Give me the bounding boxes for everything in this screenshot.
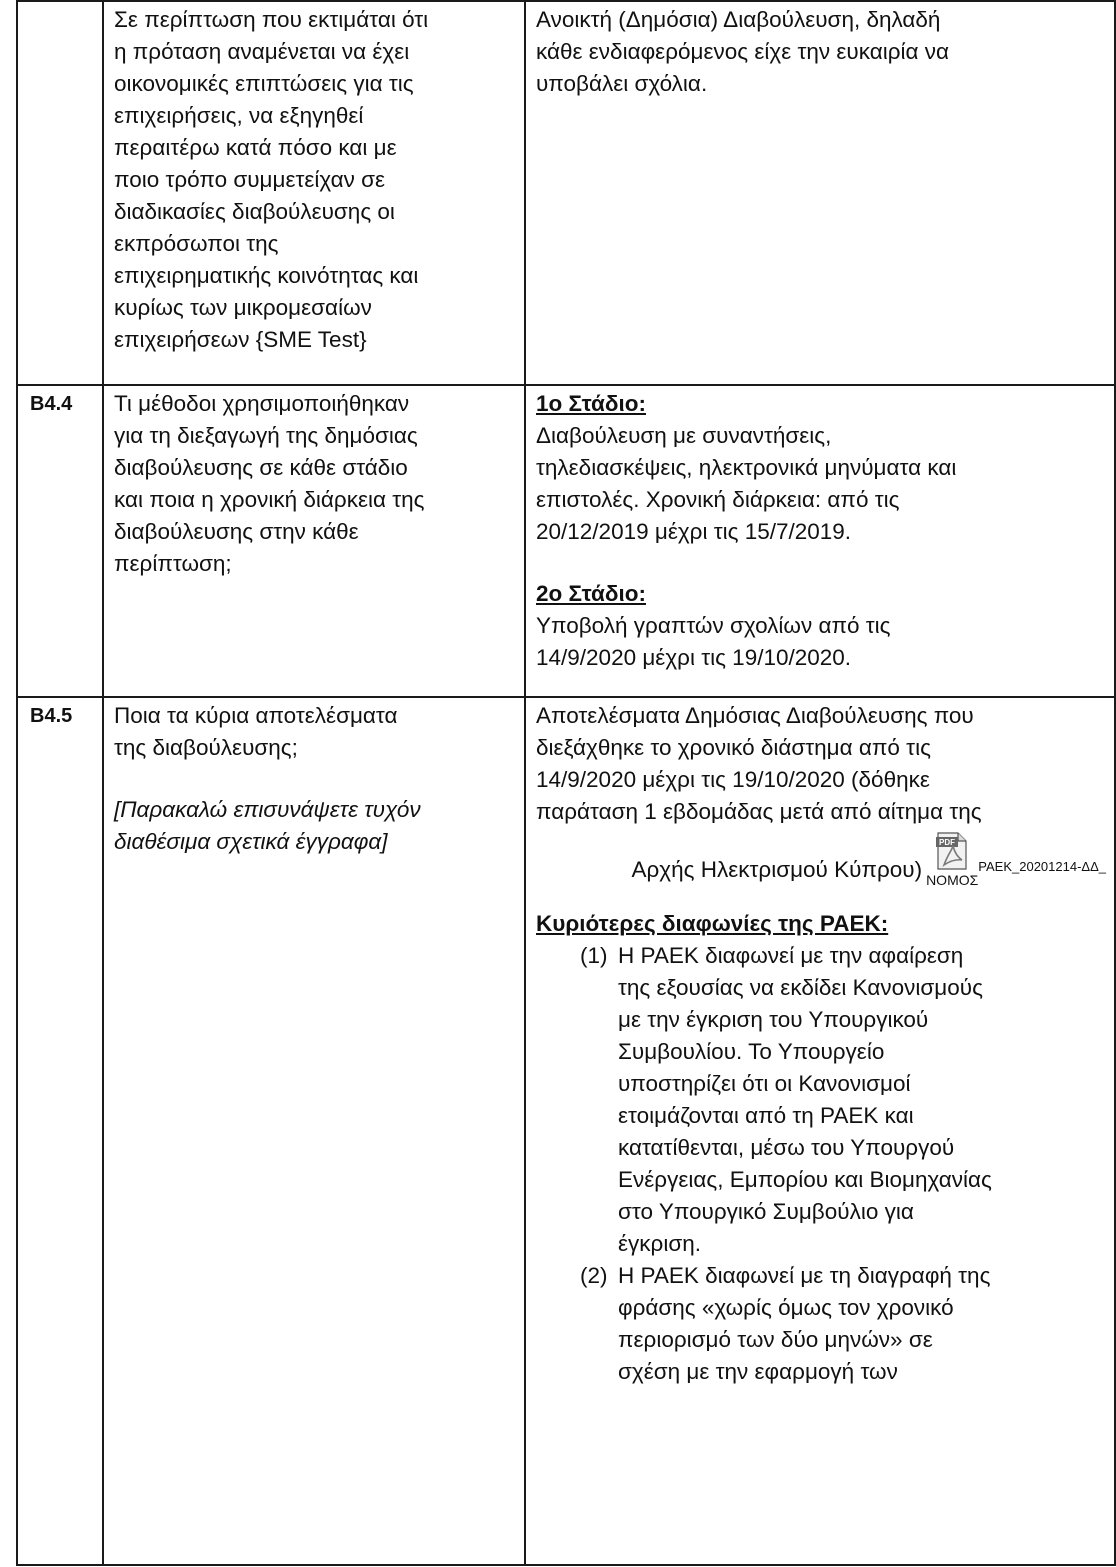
list-item-text bbox=[618, 1260, 1106, 1388]
row-code bbox=[17, 1, 103, 385]
question-line: περαιτέρω κατά πόσο και με bbox=[114, 135, 397, 160]
item-line: σχέση με την εφαρμογή των bbox=[618, 1359, 898, 1384]
stage-1-title: 1ο Στάδιο: bbox=[536, 391, 647, 416]
question-cell bbox=[103, 385, 525, 697]
item-line: Η ΡΑΕΚ διαφωνεί με την αφαίρεση bbox=[618, 943, 964, 968]
question-cell bbox=[103, 1, 525, 385]
answer-line: κάθε ενδιαφερόμενος είχε την ευκαιρία να bbox=[536, 39, 950, 64]
table-row bbox=[17, 697, 1115, 1565]
pdf-icon[interactable] bbox=[936, 832, 968, 870]
consultation-table bbox=[16, 0, 1116, 1566]
answer-line: Υποβολή γραπτών σχολίων από τις bbox=[536, 613, 891, 638]
pdf-icon-label: PDF bbox=[939, 838, 956, 847]
question-line: διαβούλευσης στην κάθε bbox=[114, 519, 359, 544]
item-line: φράσης «χωρίς όμως τον χρονικό bbox=[618, 1295, 954, 1320]
answer-line: τηλεδιασκέψεις, ηλεκτρονικά μηνύματα και bbox=[536, 455, 957, 480]
answer-line: 14/9/2020 μέχρι τις 19/10/2020 (δόθηκε bbox=[536, 767, 930, 792]
question-line: ποιο τρόπο συμμετείχαν σε bbox=[114, 167, 386, 192]
table-row bbox=[17, 385, 1115, 697]
item-line: κατατίθενται, μέσω του Υπουργού bbox=[618, 1135, 955, 1160]
question-line: επιχειρηματικής κοινότητας και bbox=[114, 263, 419, 288]
attachment-filename[interactable]: PAEK_20201214-ΔΔ_ bbox=[978, 859, 1106, 874]
table-row bbox=[17, 1, 1115, 385]
question-line: επιχειρήσεων {SME Test} bbox=[114, 327, 367, 352]
question-line: διαδικασίες διαβούλευσης οι bbox=[114, 199, 395, 224]
answer-cell bbox=[525, 1, 1115, 385]
answer-line: Αποτελέσματα Δημόσιας Διαβούλευσης που bbox=[536, 703, 974, 728]
note-line: [Παρακαλώ επισυνάψετε τυχόν bbox=[114, 797, 421, 822]
question-line: Ποια τα κύρια αποτελέσματα bbox=[114, 703, 398, 728]
disagreements-title: Κυριότερες διαφωνίες της ΡΑΕΚ: bbox=[536, 911, 889, 936]
attachment-line bbox=[536, 830, 1106, 886]
note-line: διαθέσιμα σχετικά έγγραφα] bbox=[114, 829, 388, 854]
question-line: η πρόταση αναμένεται να έχει bbox=[114, 39, 410, 64]
question-line: εκπρόσωποι της bbox=[114, 231, 279, 256]
row-code: B4.5 bbox=[17, 697, 103, 1565]
answer-cell bbox=[525, 697, 1115, 1565]
stage-2-title: 2ο Στάδιο: bbox=[536, 581, 647, 606]
list-item-number: (2) bbox=[580, 1263, 608, 1288]
question-line: της διαβούλευσης; bbox=[114, 735, 298, 760]
answer-cell bbox=[525, 385, 1115, 697]
answer-line: 14/9/2020 μέχρι τις 19/10/2020. bbox=[536, 645, 852, 670]
list-item-text bbox=[618, 940, 1106, 1260]
item-line: ετοιμάζονται από τη ΡΑΕΚ και bbox=[618, 1103, 914, 1128]
answer-line: 20/12/2019 μέχρι τις 15/7/2019. bbox=[536, 519, 852, 544]
question-line: περίπτωση; bbox=[114, 551, 232, 576]
item-line: Η ΡΑΕΚ διαφωνεί με τη διαγραφή της bbox=[618, 1263, 991, 1288]
attachment-title: ΝΟΜΟΣ bbox=[926, 872, 979, 888]
answer-line: Διαβούλευση με συναντήσεις, bbox=[536, 423, 832, 448]
item-line: έγκριση. bbox=[618, 1231, 701, 1256]
question-line: επιχειρήσεις, να εξηγηθεί bbox=[114, 103, 364, 128]
item-line: περιορισμό των δύο μηνών» σε bbox=[618, 1327, 933, 1352]
item-line: της εξουσίας να εκδίδει Κανονισμούς bbox=[618, 975, 983, 1000]
answer-line: διεξάχθηκε το χρονικό διάστημα από τις bbox=[536, 735, 931, 760]
list-item bbox=[580, 940, 1106, 1260]
document-page bbox=[16, 0, 1114, 1567]
answer-line: επιστολές. Χρονική διάρκεια: από τις bbox=[536, 487, 900, 512]
pdf-attachment[interactable] bbox=[926, 832, 978, 888]
item-line: με την έγκριση του Υπουργικού bbox=[618, 1007, 929, 1032]
question-line: Τι μέθοδοι χρησιμοποιήθηκαν bbox=[114, 391, 410, 416]
row-code: B4.4 bbox=[17, 385, 103, 697]
item-line: υποστηρίζει ότι οι Κανονισμοί bbox=[618, 1071, 911, 1096]
answer-line: παράταση 1 εβδομάδας μετά από αίτημα της bbox=[536, 799, 982, 824]
answer-line: Ανοικτή (Δημόσια) Διαβούλευση, δηλαδή bbox=[536, 7, 941, 32]
question-line: κυρίως των μικρομεσαίων bbox=[114, 295, 372, 320]
item-line: Ενέργειας, Εμπορίου και Βιομηχανίας bbox=[618, 1167, 992, 1192]
question-line: Σε περίπτωση που εκτιμάται ότι bbox=[114, 7, 429, 32]
list-item bbox=[580, 1260, 1106, 1388]
list-item-number: (1) bbox=[580, 943, 608, 968]
item-line: Συμβουλίου. Το Υπουργείο bbox=[618, 1039, 885, 1064]
question-line: οικονομικές επιπτώσεις για τις bbox=[114, 71, 414, 96]
question-cell bbox=[103, 697, 525, 1565]
disagreements-list bbox=[536, 940, 1106, 1388]
question-line: και ποια η χρονική διάρκεια της bbox=[114, 487, 425, 512]
item-line: στο Υπουργικό Συμβούλιο για bbox=[618, 1199, 914, 1224]
answer-tail: Αρχής Ηλεκτρισμού Κύπρου) bbox=[631, 857, 923, 882]
answer-line: υποβάλει σχόλια. bbox=[536, 71, 708, 96]
question-line: για τη διεξαγωγή της δημόσιας bbox=[114, 423, 418, 448]
question-line: διαβούλευσης σε κάθε στάδιο bbox=[114, 455, 408, 480]
